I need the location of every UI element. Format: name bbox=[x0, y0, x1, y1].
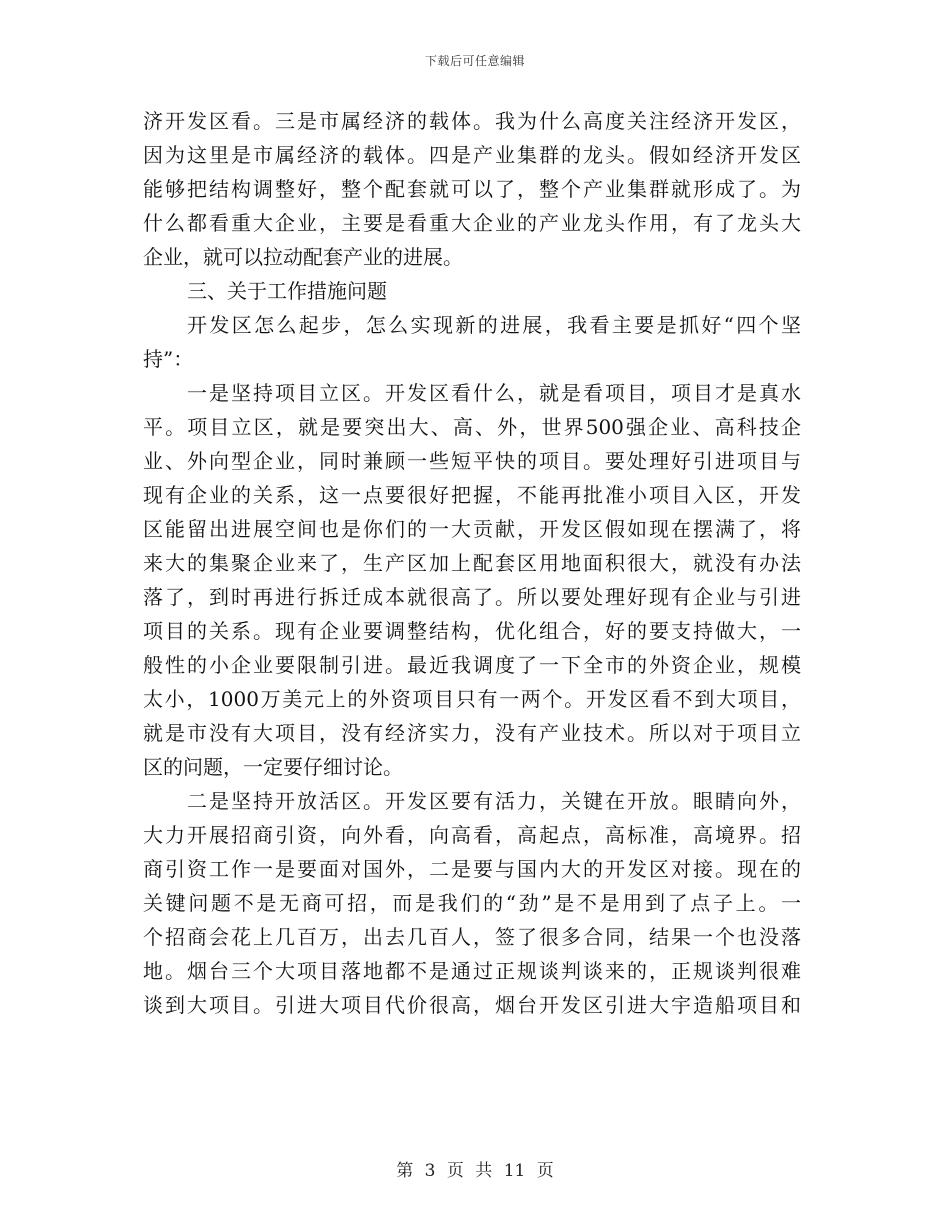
text-line: 什么都看重大企业，主要是看重大企业的产业龙头作用，有了龙头大 bbox=[143, 211, 801, 235]
text-line: 来大的集聚企业来了，生产区加上配套区用地面积很大，就没有办法 bbox=[143, 551, 801, 575]
text-line: 业、外向型企业，同时兼顾一些短平快的项目。要处理好引进项目与 bbox=[143, 449, 801, 473]
text-line: 大力开展招商引资，向外看，向高看，高起点，高标准，高境界。招 bbox=[143, 823, 801, 847]
page-footer: 第 3 页 共 11 页 bbox=[396, 1161, 554, 1181]
text-line: 一是坚持项目立区。开发区看什么，就是看项目，项目才是真水 bbox=[187, 381, 801, 405]
text-line: 二是坚持开放活区。开发区要有活力，关键在开放。眼睛向外， bbox=[187, 789, 801, 813]
text-line: 般性的小企业要限制引进。最近我调度了一下全市的外资企业，规模 bbox=[143, 653, 801, 677]
text-line: 三、关于工作措施问题 bbox=[187, 279, 387, 303]
text-line: 济开发区看。三是市属经济的载体。我为什么高度关注经济开发区， bbox=[143, 109, 801, 133]
text-line: 地。烟台三个大项目落地都不是通过正规谈判谈来的，正规谈判很难 bbox=[143, 959, 801, 983]
text-line: 商引资工作一是要面对国外，二是要与国内大的开发区对接。现在的 bbox=[143, 857, 801, 881]
text-line: 区能留出进展空间也是你们的一大贡献，开发区假如现在摆满了，将 bbox=[143, 517, 801, 541]
text-line: 因为这里是市属经济的载体。四是产业集群的龙头。假如经济开发区 bbox=[143, 143, 801, 167]
text-line: 区的问题，一定要仔细讨论。 bbox=[143, 755, 403, 779]
text-line: 项目的关系。现有企业要调整结构，优化组合，好的要支持做大，一 bbox=[143, 619, 801, 643]
document-body bbox=[143, 104, 801, 1022]
text-line: 谈到大项目。引进大项目代价很高，烟台开发区引进大宇造船项目和 bbox=[143, 993, 801, 1017]
text-line: 平。项目立区，就是要突出大、高、外，世界500强企业、高科技企 bbox=[143, 415, 801, 439]
text-line: 落了，到时再进行拆迁成本就很高了。所以要处理好现有企业与引进 bbox=[143, 585, 801, 609]
text-line: 关键问题不是无商可招，而是我们的“劲”是不是用到了点子上。一 bbox=[143, 891, 801, 915]
text-line: 开发区怎么起步，怎么实现新的进展，我看主要是抓好“四个坚 bbox=[187, 313, 801, 337]
text-line: 企业，就可以拉动配套产业的进展。 bbox=[143, 245, 463, 269]
text-line: 现有企业的关系，这一点要很好把握，不能再批准小项目入区，开发 bbox=[143, 483, 801, 507]
text-line: 能够把结构调整好，整个配套就可以了，整个产业集群就形成了。为 bbox=[143, 177, 801, 201]
text-line: 个招商会花上几百万，出去几百人，签了很多合同，结果一个也没落 bbox=[143, 925, 801, 949]
text-line: 就是市没有大项目，没有经济实力，没有产业技术。所以对于项目立 bbox=[143, 721, 801, 745]
page-header: 下载后可任意编辑 bbox=[424, 54, 525, 68]
text-line: 持”： bbox=[143, 347, 194, 371]
text-line: 太小，1000万美元上的外资项目只有一两个。开发区看不到大项目， bbox=[143, 687, 801, 711]
